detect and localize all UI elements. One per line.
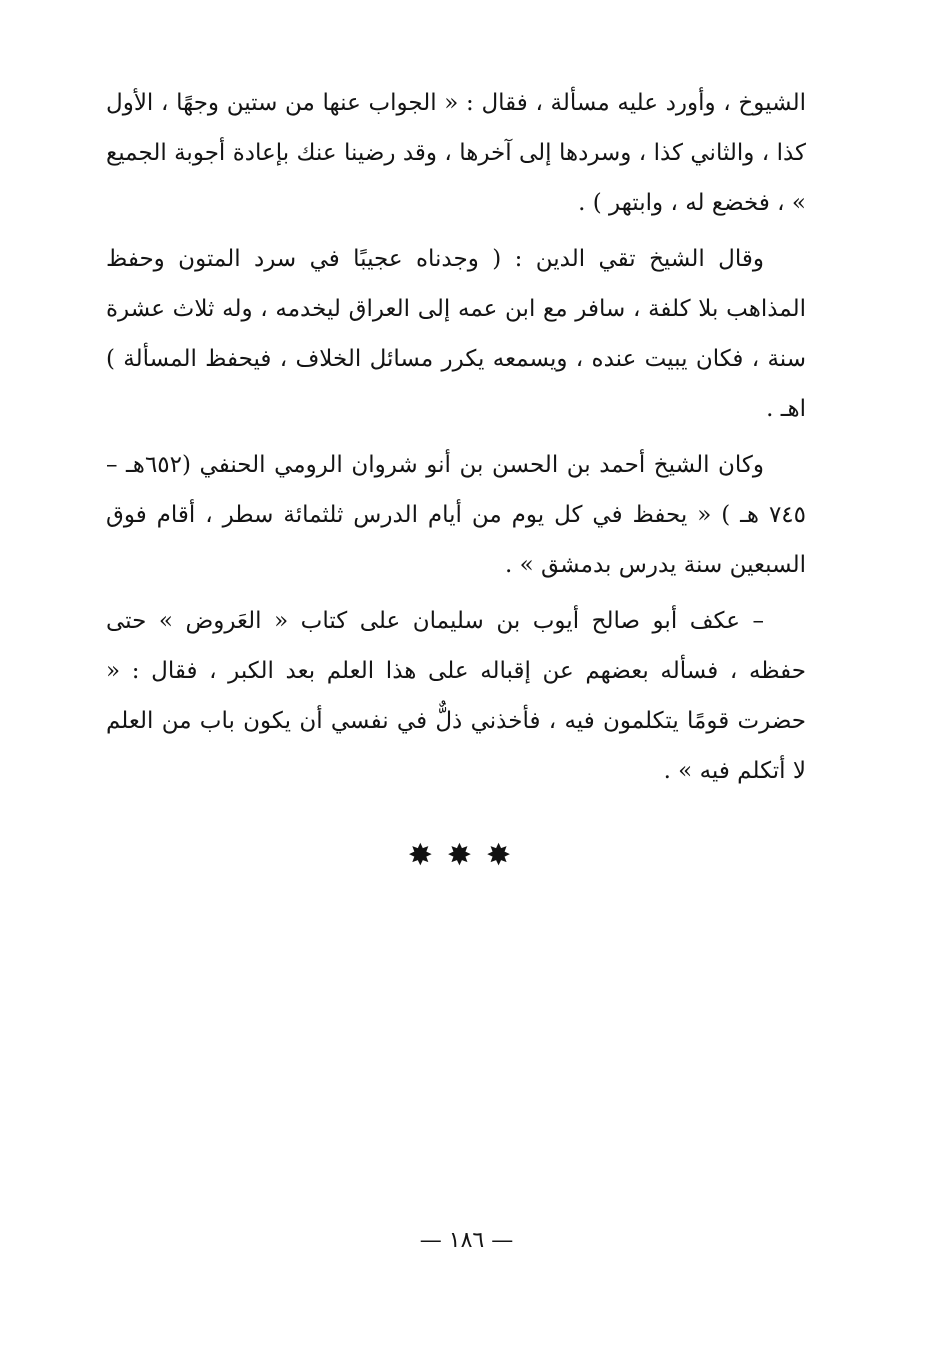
paragraph-ahmad-ibn-al-hasan: وكان الشيخ أحمد بن الحسن بن أنو شروان الرومي الحنفي (٦٥٢هـ – ٧٤٥ هـ ) « يحفظ في كل يوم من أيام الدرس ثلثمائة سطر ، أقام فوق السبعين سنة يدرس بدمشق » . <box>106 452 806 578</box>
section-ornament-icon: ✸✸✸ <box>407 838 526 873</box>
paragraph-abu-salih-ayyub: – عكف أبو صالح أيوب بن سليمان على كتاب « العَروض » حتى حفظه ، فسأله بعضهم عن إقباله على هذا العلم بعد الكبر ، فقال : « حضرت قومًا يتكلمون فيه ، فأخذني ذلٌّ في نفسي أن يكون باب من العلم لا أتكلم فيه » . <box>106 608 806 784</box>
main-text <box>106 78 806 796</box>
paragraph-continuation: الشيوخ ، وأورد عليه مسألة ، فقال : « الجواب عنها من ستين وجهًا ، الأول كذا ، والثاني كذا ، وسردها إلى آخرها ، وقد رضينا عنك بإعادة أجوبة الجميع » ، فخضع له ، وابتهر ) . <box>106 90 806 216</box>
page-number: — ١٨٦ — <box>419 1228 514 1253</box>
paragraph-taqi-al-din-quote: وقال الشيخ تقي الدين : ( وجدناه عجيبًا في سرد المتون وحفظ المذاهب بلا كلفة ، سافر مع ابن عمه إلى العراق ليخدمه ، وله ثلاث عشرة سنة ، فكان يبيت عنده ، ويسمعه يكرر مسائل الخلاف ، فيحفظ المسألة ) اهـ . <box>106 246 806 422</box>
